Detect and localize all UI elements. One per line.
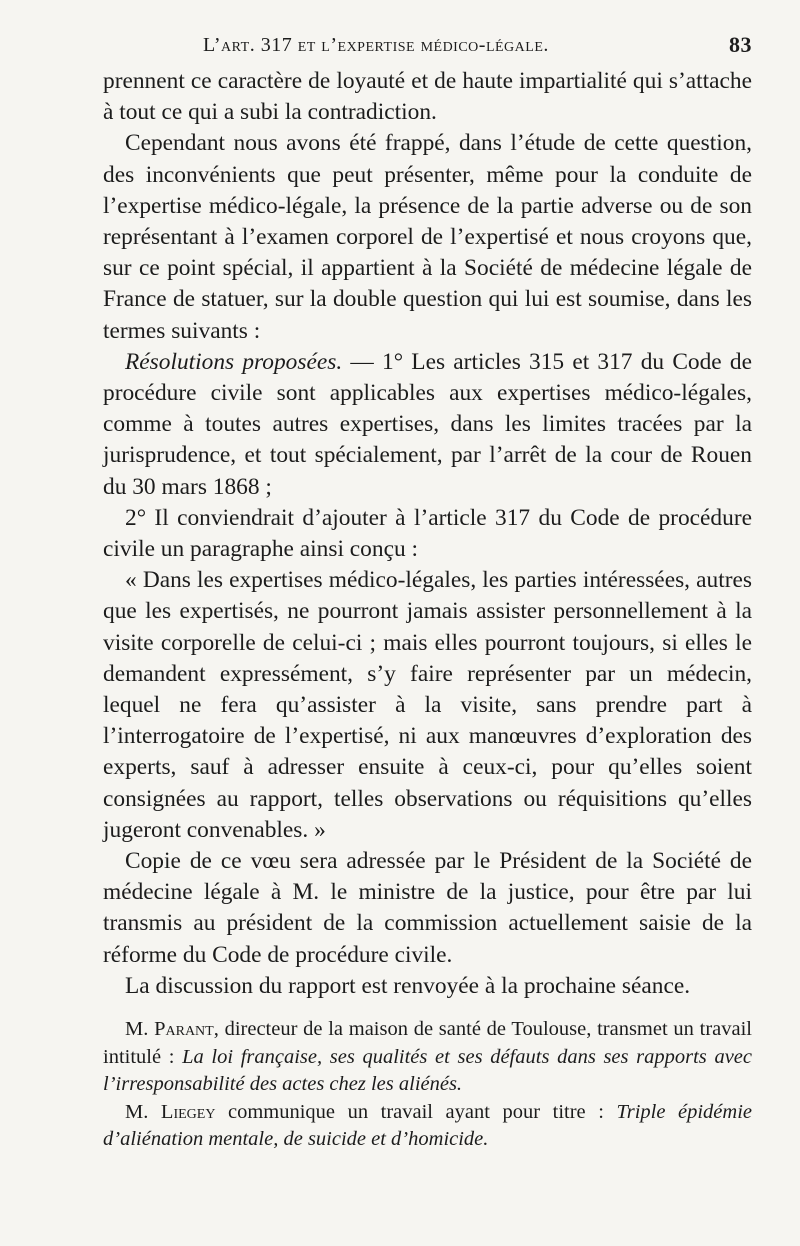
page-number: 83: [729, 32, 752, 57]
paragraph: Copie de ce vœu sera adressée par le Président de la Société de médecine légale à M. le ministre de la justice, pour être par lui transmis au président de la commission actuellement saisie de la réforme du Code de procédure civile.: [103, 848, 752, 968]
note-liegey: [103, 1099, 752, 1154]
work-title: Triple épidémie d’aliénation mentale, de suicide et d’homicide.: [103, 1100, 753, 1151]
paragraph-continuation: prennent ce caractère de loyauté et de haute impartialité qui s’attache à tout ce qui a subi la contradiction.: [103, 68, 752, 126]
note-text: communique un travail ayant pour titre :: [215, 1100, 617, 1123]
author-name: Parant: [154, 1018, 214, 1041]
note-prefix: M.: [125, 1100, 161, 1123]
paragraph: La discussion du rapport est renvoyée à la prochaine séance.: [125, 972, 691, 999]
paragraph-quotation: « Dans les expertises médico-légales, les parties intéressées, autres que les expertisés, ne pourront jamais assister personnellement à la visite corporelle de celui-ci ; mais elles pourront toujours, si elles le demandent expressément, s’y faire représenter par un médecin, lequel ne fera qu’assister à la visite, sans prendre part à l’interrogatoire de l’expertisé, ni aux manœuvres d’exploration des experts, sauf à adresser ensuite à ceux-ci, pour qu’elles soient consignées au rapport, telles observations ou réquisitions qu’elles jugeront convenables. »: [103, 567, 752, 843]
note-parant: [103, 1016, 752, 1099]
note-prefix: M.: [125, 1018, 155, 1041]
paragraph-resolutions: [103, 347, 752, 503]
notes-section: [103, 1016, 752, 1154]
paragraph: 2° Il conviendrait d’ajouter à l’article 317 du Code de procédure civile un paragraphe ainsi conçu :: [103, 504, 752, 563]
note-text: , directeur de la maison de santé de Toulouse, transmet un travail intitulé :: [103, 1018, 752, 1068]
running-title: L’art. 317 et l’expertise médico-légale.: [203, 34, 549, 56]
body-text: [103, 66, 752, 1002]
resolutions-text: — 1° Les articles 315 et 317 du Code de procédure civile sont applicables aux expertises médico-légales, comme à toutes autres expertises, dans les limites tracées par la jurisprudence, et tout spécialement, par l’arrêt de la cour de Rouen du 30 mars 1868 ;: [103, 348, 752, 500]
author-name: Liegey: [160, 1100, 216, 1123]
running-head: [103, 30, 752, 66]
paragraph: Cependant nous avons été frappé, dans l’étude de cette question, des inconvénients que peut présenter, même pour la conduite de l’expertise médico-légale, la présence de la partie adverse ou de son représentant à l’examen corporel de l’expertisé et nous croyons que, sur ce point spécial, il appartient à la Société de médecine légale de France de statuer, sur la double question qui lui est soumise, dans les termes suivants :: [103, 130, 752, 344]
work-title: La loi française, ses qualités et ses défauts dans ses rapports avec l’irresponsabilité des actes chez les aliénés.: [103, 1045, 752, 1096]
resolutions-label: Résolutions proposées.: [125, 348, 343, 375]
